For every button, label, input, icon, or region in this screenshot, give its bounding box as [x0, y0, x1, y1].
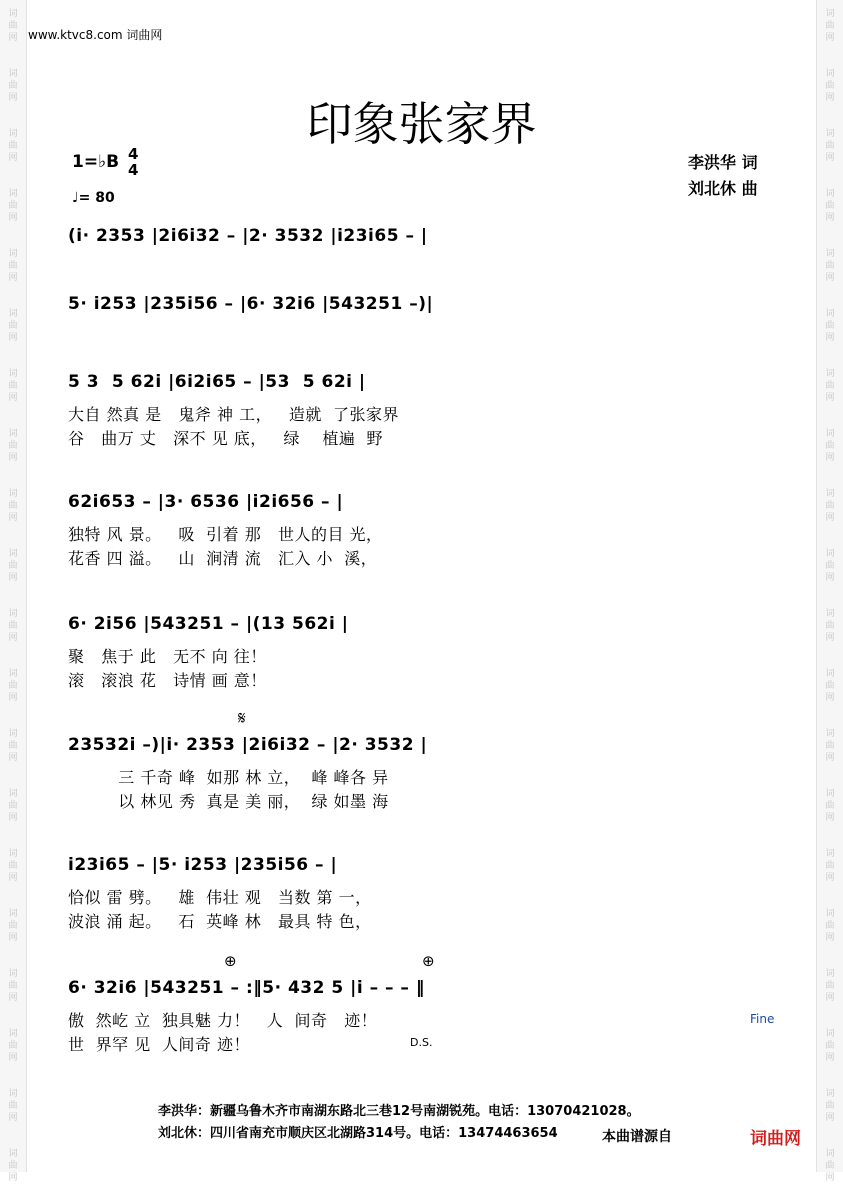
left-watermark-strip [0, 0, 27, 1183]
lyricist-credit: 李洪华 词 [688, 153, 758, 172]
watermark-text: 词 曲 网 [825, 1089, 835, 1123]
system-3-notes: 5 3 5 62i |6i2i65 – |53 5 62i | [68, 372, 366, 392]
watermark-text: 词 曲 网 [825, 69, 835, 103]
score-source-label: 本曲谱源自 [602, 1129, 672, 1145]
system-1-notes: (i· 2353 |2i6i32 – |2· 3532 |i23i65 – | [68, 226, 428, 246]
time-signature-bottom: 4 [128, 161, 139, 179]
footer-lyricist-contact: 李洪华：新疆乌鲁木齐市南湖东路北三巷12号南湖锐苑。电话：13070421028。 [158, 1104, 640, 1119]
watermark-text: 词 曲 网 [825, 549, 835, 583]
system-5-notes: 6· 2i56 |543251 – |(13 562i | [68, 614, 349, 634]
watermark-text: 词 曲 网 [825, 1029, 835, 1063]
watermark-text: 词 曲 网 [825, 429, 835, 463]
watermark-text: 词 曲 网 [8, 549, 18, 583]
tempo-marking: ♩= 80 [72, 190, 115, 206]
watermark-text: 词 曲 网 [8, 849, 18, 883]
coda-sign-1: ⊕ [224, 952, 237, 970]
time-signature-top: 4 [128, 145, 139, 163]
footer-composer-contact: 刘北休：四川省南充市顺庆区北湖路314号。电话：13474463654 [158, 1126, 558, 1141]
watermark-text: 词 曲 网 [8, 609, 18, 643]
watermark-text: 词 曲 网 [825, 309, 835, 343]
system-2-notes: 5· i253 |235i56 – |6· 32i6 |543251 –)| [68, 294, 434, 314]
watermark-text: 词 曲 网 [825, 489, 835, 523]
watermark-text: 词 曲 网 [825, 9, 835, 43]
site-logo[interactable]: 词曲网 [750, 1129, 801, 1149]
segno-sign: 𝄋 [238, 708, 246, 729]
watermark-text: 词 曲 网 [8, 969, 18, 1003]
watermark-text: 词 曲 网 [8, 129, 18, 163]
watermark-text: 词 曲 网 [8, 69, 18, 103]
watermark-text: 词 曲 网 [825, 969, 835, 1003]
site-header[interactable]: www.ktvc8.com 词曲网 [28, 28, 163, 42]
system-3-lyrics-1: 大自 然真 是 鬼斧 神 工， 造就 了张家界 [68, 405, 400, 424]
system-4-lyrics-2: 花香 四 溢。 山 涧清 流 汇入 小 溪， [68, 549, 378, 568]
song-title: 印象张家界 [306, 97, 537, 151]
fine-marking: Fine [750, 1012, 775, 1026]
system-4-notes: 62i653 – |3· 6536 |i2i656 – | [68, 492, 344, 512]
watermark-text: 词 曲 网 [8, 249, 18, 283]
system-8-lyrics-1: 傲 然屹 立 独具魅 力！ 人 间奇 迹！ [68, 1011, 378, 1030]
system-5-lyrics-2: 滚 滚浪 花 诗情 画 意！ [68, 671, 267, 690]
key-signature: 1=♭B [72, 152, 120, 172]
watermark-text: 词 曲 网 [825, 729, 835, 763]
watermark-text: 词 曲 网 [8, 1089, 18, 1123]
watermark-text: 词 曲 网 [8, 1149, 18, 1183]
watermark-text: 词 曲 网 [8, 1029, 18, 1063]
watermark-text: 词 曲 网 [8, 789, 18, 823]
watermark-text: 词 曲 网 [8, 9, 18, 43]
watermark-text: 词 曲 网 [825, 789, 835, 823]
ds-marking: D.S. [410, 1036, 433, 1049]
watermark-text: 词 曲 网 [825, 849, 835, 883]
system-3-lyrics-2: 谷 曲万 丈 深不 见 底， 绿 植遍 野 [68, 429, 384, 448]
system-7-lyrics-2: 波浪 涌 起。 石 英峰 林 最具 特 色， [68, 912, 372, 931]
watermark-text: 词 曲 网 [8, 189, 18, 223]
watermark-text: 词 曲 网 [8, 309, 18, 343]
watermark-text: 词 曲 网 [825, 369, 835, 403]
watermark-text: 词 曲 网 [8, 369, 18, 403]
watermark-text: 词 曲 网 [825, 129, 835, 163]
watermark-text: 词 曲 网 [8, 909, 18, 943]
watermark-text: 词 曲 网 [825, 669, 835, 703]
system-6-lyrics-1: 三 千奇 峰 如那 林 立， 峰 峰各 异 [68, 768, 389, 787]
composer-credit: 刘北休 曲 [688, 179, 758, 198]
watermark-text: 词 曲 网 [825, 909, 835, 943]
system-7-lyrics-1: 恰似 雷 劈。 雄 伟壮 观 当数 第 一， [68, 888, 372, 907]
watermark-text: 词 曲 网 [825, 189, 835, 223]
right-watermark-strip [816, 0, 843, 1183]
coda-sign-2: ⊕ [422, 952, 435, 970]
watermark-text: 词 曲 网 [8, 429, 18, 463]
system-8-notes: 6· 32i6 |543251 – :‖5· 432 5 |i – – – ‖ [68, 978, 425, 998]
time-signature [128, 146, 138, 178]
system-6-lyrics-2: 以 林见 秀 真是 美 丽， 绿 如墨 海 [68, 792, 389, 811]
watermark-text: 词 曲 网 [825, 1149, 835, 1183]
watermark-text: 词 曲 网 [8, 669, 18, 703]
system-4-lyrics-1: 独特 风 景。 吸 引着 那 世人的目 光， [68, 525, 383, 544]
system-5-lyrics-1: 聚 焦于 此 无不 向 往！ [68, 647, 267, 666]
system-7-notes: i23i65 – |5· i253 |235i56 – | [68, 855, 338, 875]
watermark-text: 词 曲 网 [8, 489, 18, 523]
watermark-text: 词 曲 网 [8, 729, 18, 763]
watermark-text: 词 曲 网 [825, 609, 835, 643]
system-6-notes: 23532i –)|i· 2353 |2i6i32 – |2· 3532 | [68, 735, 428, 755]
watermark-text: 词 曲 网 [825, 249, 835, 283]
system-8-lyrics-2: 世 界罕 见 人间奇 迹！ [68, 1035, 251, 1054]
